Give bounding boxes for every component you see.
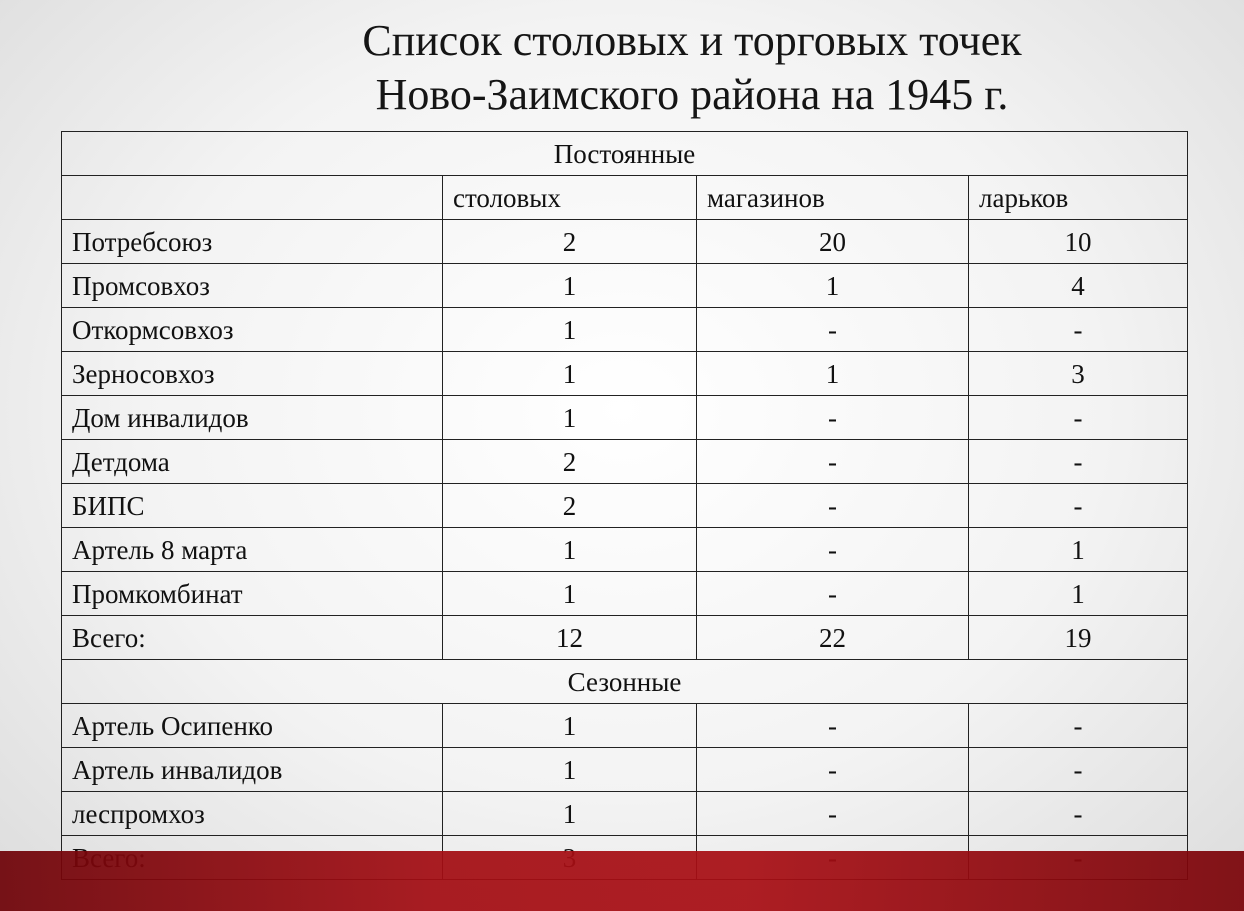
table-row [62, 352, 1188, 396]
row-label: Промкомбинат [62, 572, 443, 616]
cell-shops: - [697, 748, 969, 792]
table-row [62, 264, 1188, 308]
section-seasonal-label: Сезонные [62, 660, 1188, 704]
row-label: Артель 8 марта [62, 528, 443, 572]
cell-canteens: 1 [443, 748, 697, 792]
row-label: Потребсоюз [62, 220, 443, 264]
header-cell-empty [62, 176, 443, 220]
header-cell-stalls: ларьков [969, 176, 1188, 220]
table-row [62, 572, 1188, 616]
table-row [62, 308, 1188, 352]
total-row-permanent [62, 616, 1188, 660]
outlets-table [61, 131, 1188, 880]
row-label: Промсовхоз [62, 264, 443, 308]
cell-canteens: 1 [443, 704, 697, 748]
cell-canteens: 1 [443, 308, 697, 352]
cell-stalls: - [969, 396, 1188, 440]
table-row [62, 704, 1188, 748]
cell-canteens: 1 [443, 264, 697, 308]
cell-shops: 20 [697, 220, 969, 264]
cell-canteens: 2 [443, 220, 697, 264]
row-label: Всего: [62, 616, 443, 660]
header-cell-shops: магазинов [697, 176, 969, 220]
row-label: Откормсовхоз [62, 308, 443, 352]
cell-stalls: 1 [969, 528, 1188, 572]
cell-stalls: 10 [969, 220, 1188, 264]
cell-canteens: 1 [443, 396, 697, 440]
cell-shops: - [697, 704, 969, 748]
cell-canteens: 1 [443, 528, 697, 572]
row-label: БИПС [62, 484, 443, 528]
cell-shops: - [697, 484, 969, 528]
cell-stalls: - [969, 704, 1188, 748]
table-row [62, 484, 1188, 528]
header-cell-canteens: столовых [443, 176, 697, 220]
title-line-1: Список столовых и торговых точек [362, 16, 1022, 65]
cell-canteens: 1 [443, 352, 697, 396]
row-label: Дом инвалидов [62, 396, 443, 440]
cell-stalls: - [969, 440, 1188, 484]
cell-shops: - [697, 440, 969, 484]
section-permanent-label: Постоянные [62, 132, 1188, 176]
row-label: Зерносовхоз [62, 352, 443, 396]
cell-canteens: 2 [443, 440, 697, 484]
row-label: леспромхоз [62, 792, 443, 836]
table-row [62, 440, 1188, 484]
cell-stalls: - [969, 484, 1188, 528]
cell-stalls: 1 [969, 572, 1188, 616]
table-row [62, 528, 1188, 572]
cell-canteens: 12 [443, 616, 697, 660]
cell-shops: 1 [697, 264, 969, 308]
cell-shops: - [697, 396, 969, 440]
decorative-red-band [0, 851, 1244, 911]
header-row [62, 176, 1188, 220]
cell-stalls: - [969, 308, 1188, 352]
cell-canteens: 1 [443, 792, 697, 836]
row-label: Артель Осипенко [62, 704, 443, 748]
cell-canteens: 1 [443, 572, 697, 616]
row-label: Детдома [62, 440, 443, 484]
cell-stalls: 3 [969, 352, 1188, 396]
cell-shops: - [697, 572, 969, 616]
cell-shops: - [697, 528, 969, 572]
section-row [62, 132, 1188, 176]
row-label: Артель инвалидов [62, 748, 443, 792]
title-line-2: Ново-Заимского района на 1945 г. [375, 70, 1009, 119]
page-title [0, 14, 1244, 122]
table-row [62, 792, 1188, 836]
cell-stalls: 4 [969, 264, 1188, 308]
cell-shops: 1 [697, 352, 969, 396]
cell-shops: 22 [697, 616, 969, 660]
cell-stalls: - [969, 748, 1188, 792]
table-row [62, 220, 1188, 264]
cell-shops: - [697, 792, 969, 836]
section-row [62, 660, 1188, 704]
cell-stalls: - [969, 792, 1188, 836]
cell-canteens: 2 [443, 484, 697, 528]
table-row [62, 396, 1188, 440]
cell-stalls: 19 [969, 616, 1188, 660]
cell-shops: - [697, 308, 969, 352]
table-row [62, 748, 1188, 792]
